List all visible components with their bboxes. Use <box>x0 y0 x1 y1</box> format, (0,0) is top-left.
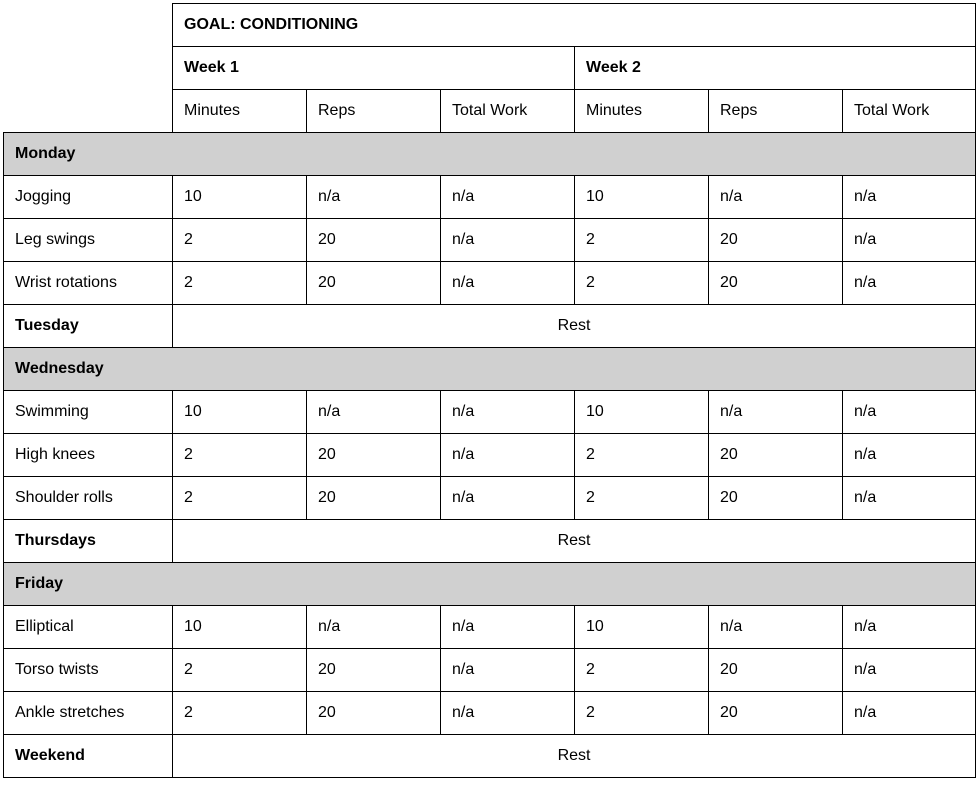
column-header-total-work: Total Work <box>441 90 575 133</box>
column-header-minutes: Minutes <box>575 90 709 133</box>
exercise-value: 10 <box>575 606 709 649</box>
exercise-value: n/a <box>843 434 976 477</box>
exercise-value: 20 <box>307 262 441 305</box>
exercise-value: n/a <box>843 219 976 262</box>
exercise-row <box>4 391 976 434</box>
column-header-minutes: Minutes <box>173 90 307 133</box>
exercise-row <box>4 649 976 692</box>
exercise-name: Ankle stretches <box>4 692 173 735</box>
exercise-value: n/a <box>441 434 575 477</box>
day-name: Friday <box>4 563 976 606</box>
exercise-value: n/a <box>709 391 843 434</box>
rest-label: Rest <box>173 520 976 563</box>
rest-label: Rest <box>173 305 976 348</box>
exercise-value: 10 <box>173 391 307 434</box>
exercise-value: n/a <box>843 262 976 305</box>
week-row <box>4 47 976 90</box>
exercise-value: 10 <box>173 606 307 649</box>
exercise-name: Wrist rotations <box>4 262 173 305</box>
exercise-value: 2 <box>173 692 307 735</box>
rest-label: Rest <box>173 735 976 778</box>
exercise-value: n/a <box>843 606 976 649</box>
rest-day-row <box>4 520 976 563</box>
exercise-row <box>4 692 976 735</box>
column-header-reps: Reps <box>709 90 843 133</box>
day-name: Monday <box>4 133 976 176</box>
day-name: Wednesday <box>4 348 976 391</box>
exercise-row <box>4 434 976 477</box>
exercise-value: 20 <box>307 692 441 735</box>
exercise-name: Leg swings <box>4 219 173 262</box>
column-header-row <box>4 90 976 133</box>
exercise-value: 10 <box>575 176 709 219</box>
day-name: Weekend <box>4 735 173 778</box>
exercise-value: 2 <box>575 434 709 477</box>
goal-row <box>4 4 976 47</box>
exercise-value: n/a <box>709 176 843 219</box>
exercise-value: 20 <box>709 477 843 520</box>
exercise-value: 20 <box>709 219 843 262</box>
exercise-value: n/a <box>441 219 575 262</box>
exercise-name: Elliptical <box>4 606 173 649</box>
exercise-value: n/a <box>843 176 976 219</box>
exercise-value: n/a <box>441 692 575 735</box>
exercise-value: 2 <box>173 434 307 477</box>
exercise-row <box>4 477 976 520</box>
exercise-value: 20 <box>709 262 843 305</box>
exercise-value: n/a <box>441 649 575 692</box>
exercise-name: High knees <box>4 434 173 477</box>
exercise-value: 20 <box>709 692 843 735</box>
exercise-value: n/a <box>441 262 575 305</box>
exercise-value: 2 <box>575 477 709 520</box>
rest-day-row <box>4 735 976 778</box>
exercise-value: n/a <box>709 606 843 649</box>
column-header-total-work: Total Work <box>843 90 976 133</box>
exercise-value: 10 <box>575 391 709 434</box>
conditioning-plan-table <box>3 3 976 778</box>
exercise-value: 2 <box>173 649 307 692</box>
exercise-name: Torso twists <box>4 649 173 692</box>
exercise-value: n/a <box>307 391 441 434</box>
day-name: Tuesday <box>4 305 173 348</box>
exercise-value: 2 <box>575 262 709 305</box>
exercise-value: 20 <box>307 219 441 262</box>
exercise-value: 20 <box>307 434 441 477</box>
rest-day-row <box>4 305 976 348</box>
exercise-row <box>4 262 976 305</box>
exercise-value: n/a <box>843 391 976 434</box>
exercise-value: 2 <box>575 649 709 692</box>
exercise-value: 2 <box>575 692 709 735</box>
day-header-row <box>4 348 976 391</box>
week-1-header: Week 1 <box>173 47 575 90</box>
exercise-row <box>4 219 976 262</box>
exercise-value: n/a <box>441 606 575 649</box>
day-header-row <box>4 133 976 176</box>
exercise-name: Jogging <box>4 176 173 219</box>
exercise-row <box>4 176 976 219</box>
exercise-value: n/a <box>307 606 441 649</box>
day-header-row <box>4 563 976 606</box>
week-2-header: Week 2 <box>575 47 976 90</box>
column-header-reps: Reps <box>307 90 441 133</box>
exercise-name: Swimming <box>4 391 173 434</box>
blank-corner <box>4 47 173 90</box>
exercise-value: 2 <box>173 219 307 262</box>
blank-corner <box>4 90 173 133</box>
exercise-value: 10 <box>173 176 307 219</box>
exercise-value: 20 <box>307 477 441 520</box>
exercise-value: 2 <box>575 219 709 262</box>
exercise-value: 20 <box>709 434 843 477</box>
exercise-value: n/a <box>441 391 575 434</box>
exercise-value: 2 <box>173 262 307 305</box>
goal-title: GOAL: CONDITIONING <box>173 4 976 47</box>
exercise-value: n/a <box>307 176 441 219</box>
exercise-value: n/a <box>441 176 575 219</box>
exercise-value: n/a <box>843 692 976 735</box>
blank-corner <box>4 4 173 47</box>
exercise-name: Shoulder rolls <box>4 477 173 520</box>
exercise-value: n/a <box>843 649 976 692</box>
exercise-value: 2 <box>173 477 307 520</box>
exercise-value: 20 <box>307 649 441 692</box>
exercise-value: 20 <box>709 649 843 692</box>
exercise-row <box>4 606 976 649</box>
exercise-value: n/a <box>441 477 575 520</box>
day-name: Thursdays <box>4 520 173 563</box>
exercise-value: n/a <box>843 477 976 520</box>
